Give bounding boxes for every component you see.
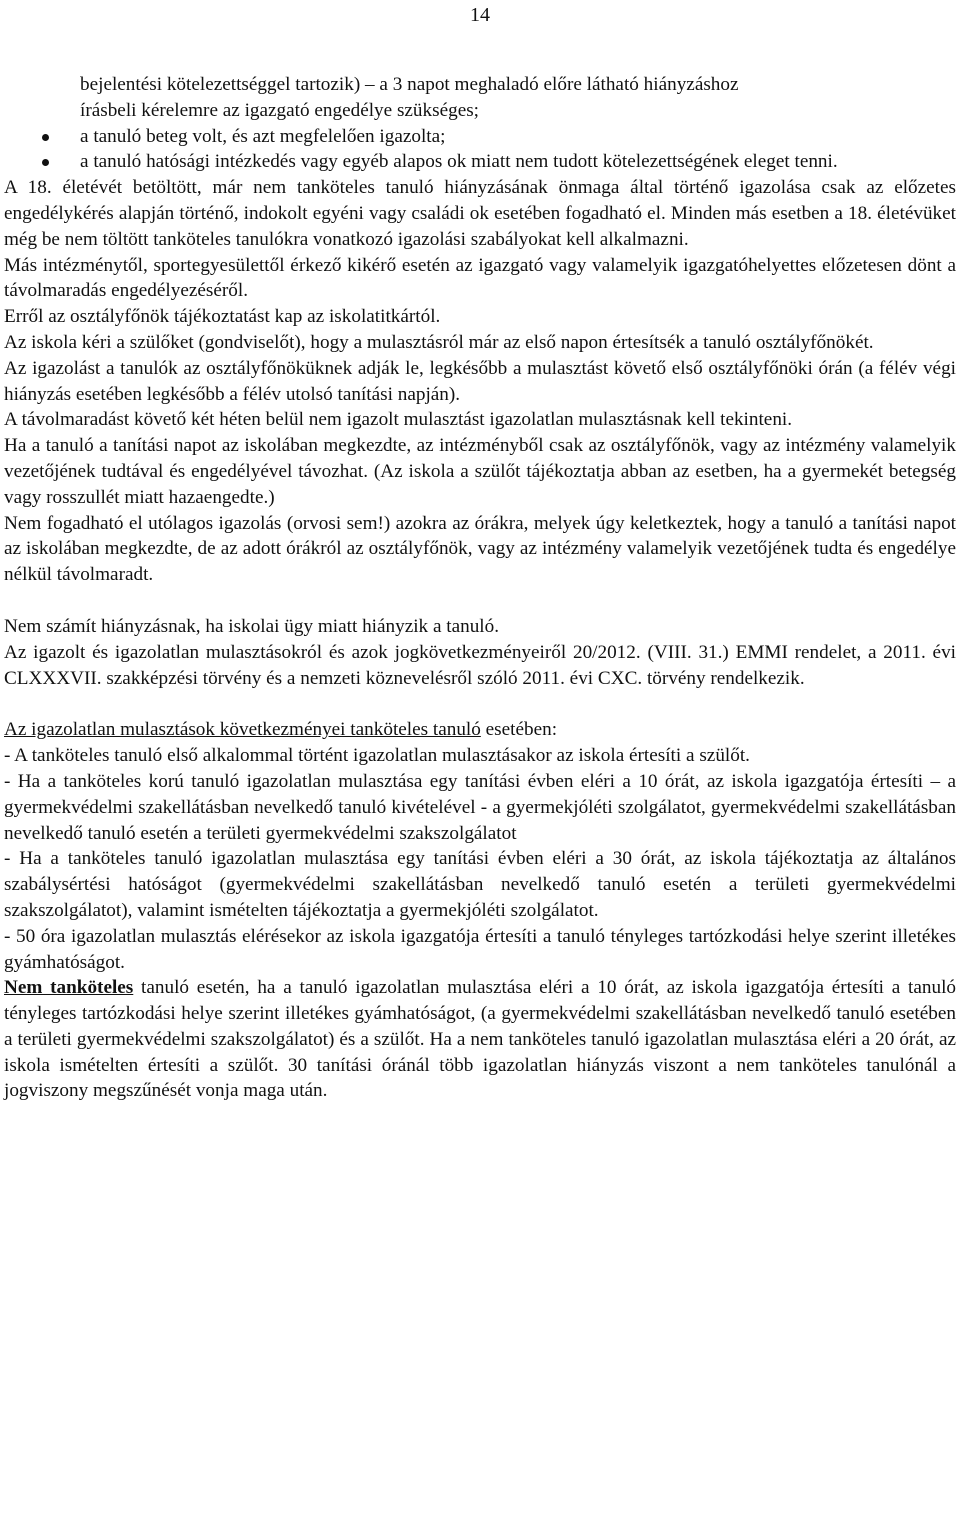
paragraph-deadline: A távolmaradást követő két héten belül nem igazolt mulasztást igazolatlan mulasztásnak kell tekinteni. (4, 409, 793, 431)
spacer (4, 691, 956, 717)
document-body (4, 72, 956, 1104)
paragraph-leaving-school: Ha a tanuló a tanítási napot az iskolában megkezdte, az intézményből csak az osztályfőnök, vagy az intézmény valamelyik vezetőjének tudtával és engedélyével távozhat. (Az iskola a szülőt tájékoztatja abban az esetben, ha a gyermekét betegség vagy rosszullét miatt hazaengedte.) (4, 435, 956, 508)
paragraph-adult-student: A 18. életévét betöltött, már nem tanköteles tanuló hiányzásának önmaga által történő igazolása csak az előzetes engedélykérés alapján történő, indokolt egyéni vagy családi ok esetében fogadható el. Minden más esetben a 18. életévüket még be nem töltött tanköteles tanulókra vonatkozó igazolási szabályokat kell alkalmazni. (4, 177, 956, 250)
consequence-item: - 50 óra igazolatlan mulasztás elérésekor az iskola igazgatója értesíti a tanuló tényleges tartózkodási helye szerint illetékes gyámhatóságot. (4, 925, 956, 973)
paragraph-no-retroactive: Nem fogadható el utólagos igazolás (orvosi sem!) azokra az órákra, melyek úgy keletkeztek, hogy a tanuló a tanítási napot az iskolában megkezdte, de az adott órákról az osztályfőnök, vagy az intézmény valamelyik vezetőjének tudta és engedélye nélkül távolmaradt. (4, 512, 956, 586)
paragraph-class-teacher-info: Erről az osztályfőnök tájékoztatást kap az iskolatitkártól. (4, 306, 441, 328)
bullet-icon (42, 159, 49, 166)
paragraph-submission: Az igazolást a tanulók az osztályfőnöküknek adják le, legkésőbb a mulasztást követő első osztályfőnöki órán (a félév végi hiányzás esetében legkésőbb a félév utolsó tanítási napján). (4, 357, 956, 405)
paragraph-school-matter: Nem számít hiányzásnak, ha iskolai ügy miatt hiányzik a tanuló. (4, 615, 500, 637)
consequence-item: - Ha a tanköteles tanuló igazolatlan mulasztása egy tanítási évben eléri a 30 órát, az iskola tájékoztatja az általános szabálysértési hatóságot (gyermekvédelmi szakellátásban nevelkedő tanuló esetén a területi gyermekvédelmi szakszolgálatot), valamint ismételten tájékoztatja a gyermekjóléti szolgálatot. (4, 848, 956, 921)
continued-line-1: bejelentési kötelezettséggel tartozik) – a 3 napot meghaladó előre látható hiányzáshoz (80, 74, 739, 95)
paragraph-non-compulsory (4, 975, 956, 1104)
non-compulsory-text: tanuló esetén, ha a tanuló igazolatlan mulasztása eléri a 10 órát, az iskola igazgatója értesíti a tanuló tényleges tartózkodási helye szerint illetékes gyámhatóságot, (a gyermekvédelmi szakellátásban nevelkedő tanuló esetében a területi gyermekvédelmi szakszolgálatot) és a szülőt. Ha a nem tanköteles tanuló igazolatlan mulasztása eléri a 20 órát, az iskola ismételten értesíti a szülőt. 30 tanítási óránál több igazolatlan hiányzás viszont a nem tanköteles tanulónál a jogviszony megszűnését vonja maga után. (4, 977, 956, 1102)
paragraph-external-request: Más intézménytől, sportegyesülettől érkező kikérő esetén az igazgató vagy valamelyik igazgatóhelyettes előzetesen dönt a távolmaradás engedélyezéséről. (4, 254, 956, 302)
consequences-heading-suffix: esetében: (480, 719, 558, 741)
consequences-heading-text: Az igazolatlan mulasztások következményei tanköteles tanuló (4, 719, 481, 741)
non-compulsory-label: Nem tanköteles (4, 977, 134, 999)
continued-list (4, 72, 956, 175)
paragraph-parent-notice: Az iskola kéri a szülőket (gondviselőt), hogy a mulasztásról már az első napon értesítsék a tanuló osztályfőnökét. (4, 331, 874, 353)
bullet-text: a tanuló hatósági intézkedés vagy egyéb alapos ok miatt nem tudott kötelezettségének eleget tenni. (80, 151, 838, 173)
spacer (4, 588, 956, 614)
consequence-item: - Ha a tanköteles korú tanuló igazolatlan mulasztása egy tanítási évben eléri a 10 órát, az iskola igazgatója értesíti – a gyermekvédelmi szakellátásban nevelkedő tanuló kivételével - a gyermekjóléti szolgálatot, gyermekvédelmi szakellátásban nevelkedő tanuló esetén a területi gyermekvédelmi szakszolgálatot (4, 770, 956, 844)
consequences-heading (4, 717, 956, 743)
continued-line-2: írásbeli kérelemre az igazgató engedélye szükséges; (80, 99, 480, 121)
bullet-item (4, 124, 956, 150)
bullet-text: a tanuló beteg volt, és azt megfelelően igazolta; (80, 125, 446, 147)
consequence-item: - A tanköteles tanuló első alkalommal történt igazolatlan mulasztásakor az iskola értesíti a szülőt. (4, 745, 750, 767)
page-number: 14 (470, 4, 490, 26)
bullet-item (4, 149, 956, 175)
paragraph-legal-reference: Az igazolt és igazolatlan mulasztásokról és azok jogkövetkezményeiről 20/2012. (VIII. 31.) EMMI rendelet, a 2011. évi CLXXXVII. szakképzési törvény és a nemzeti köznevelésről szóló 2011. évi CXC. törvény rendelkezik. (4, 641, 956, 689)
bullet-icon (42, 134, 49, 141)
